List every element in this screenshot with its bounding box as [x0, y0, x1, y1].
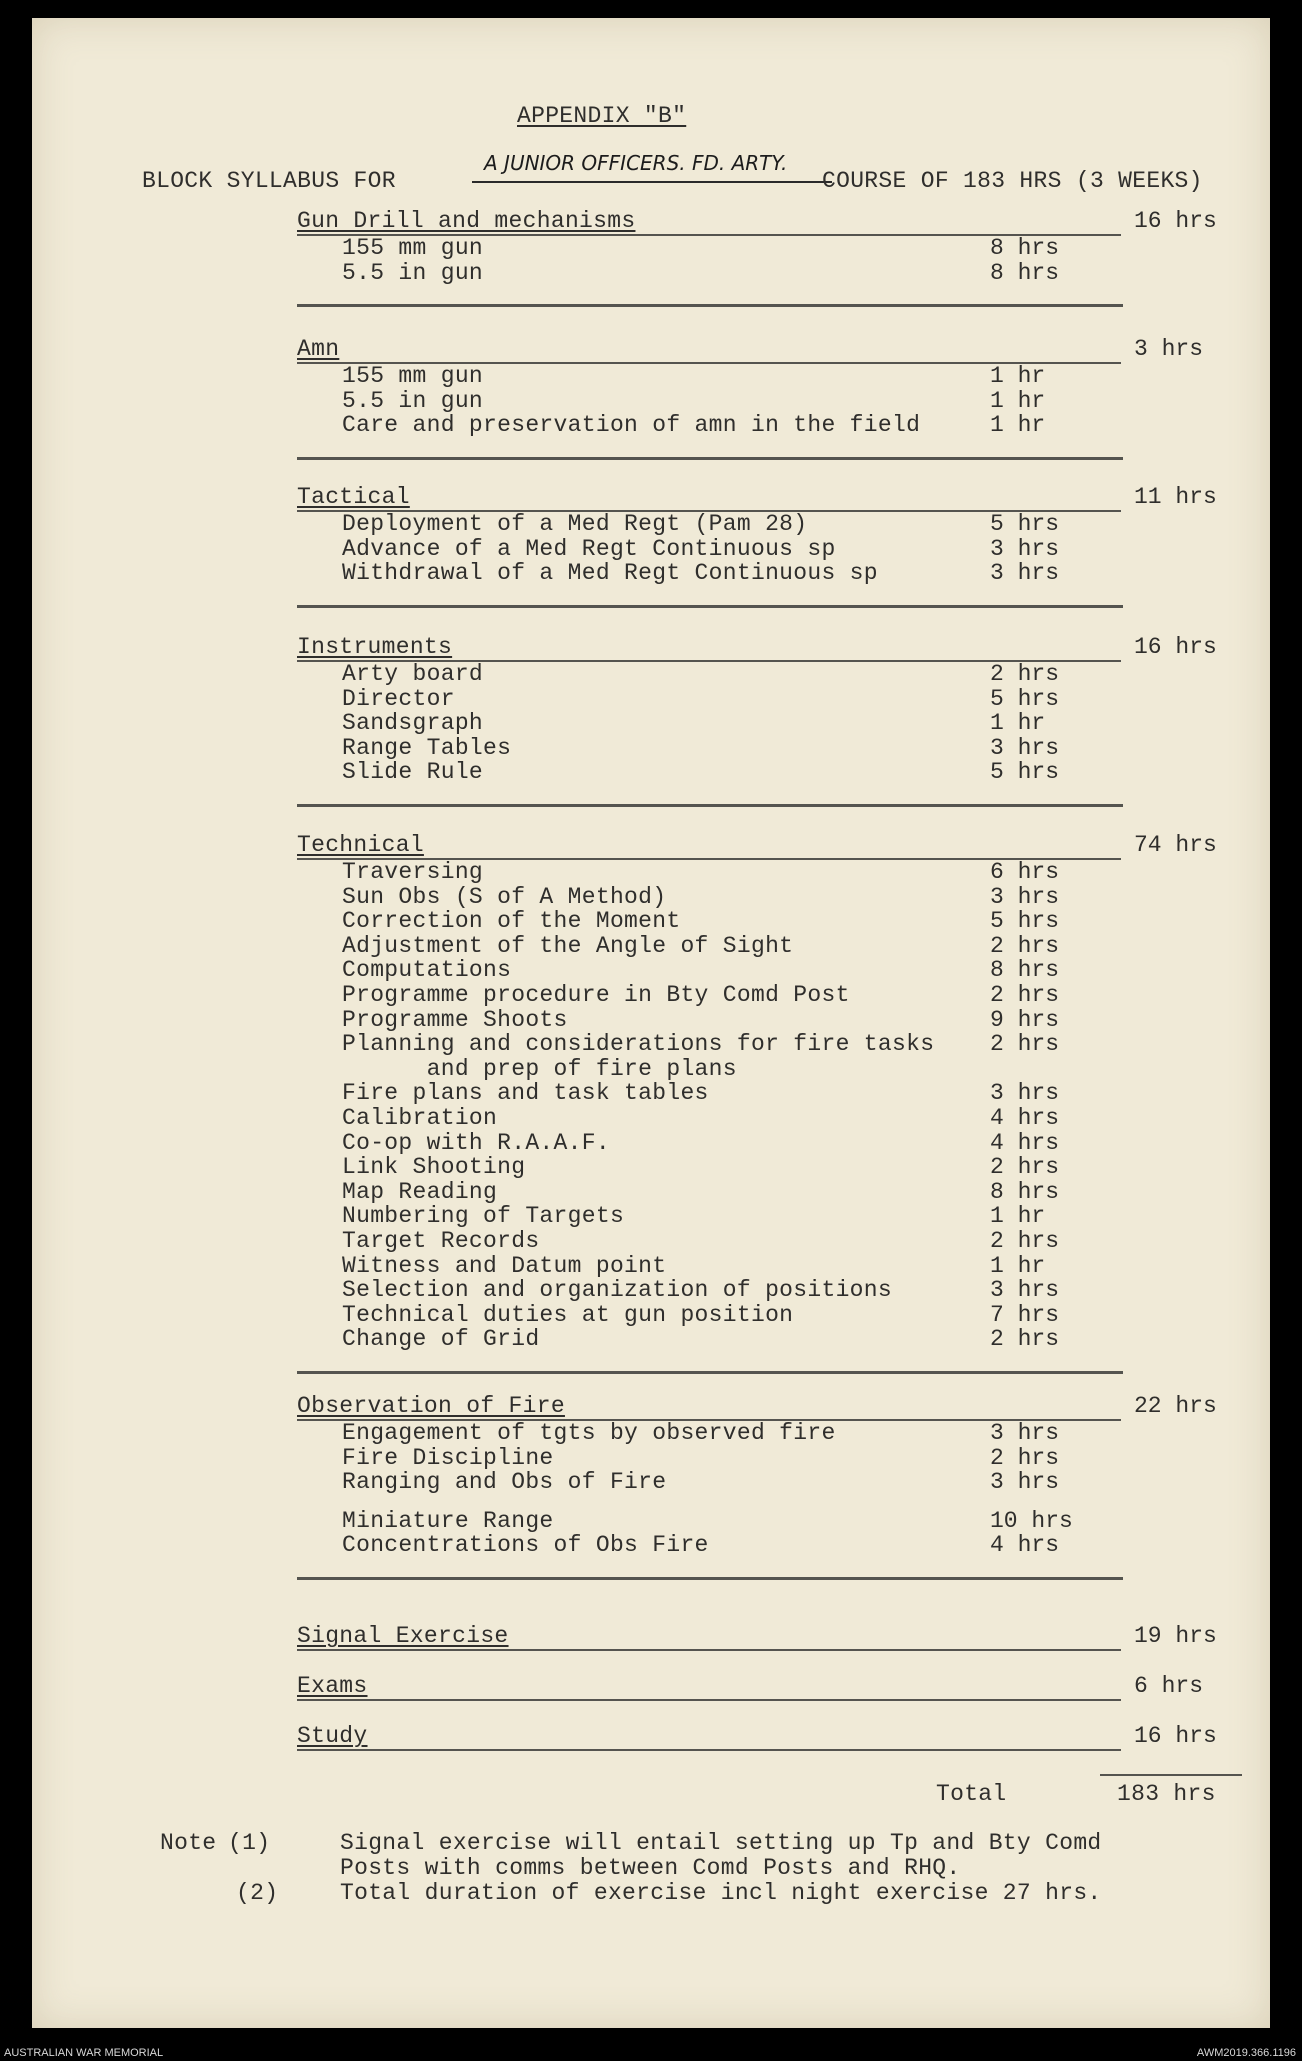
item-label: Programme Shoots	[342, 1006, 568, 1033]
section-divider	[297, 1371, 1123, 1374]
item-label: and prep of fire plans	[342, 1055, 737, 1082]
section-underline	[297, 1649, 1121, 1651]
section-total: 22 hrs	[1134, 1393, 1217, 1419]
item-label: Sandsgraph	[342, 710, 484, 737]
item-hours: 2 hrs	[990, 1444, 1060, 1471]
total-label: Total	[936, 1781, 1007, 1807]
strikethrough-line	[472, 181, 832, 183]
section-total: 11 hrs	[1134, 484, 1217, 510]
footer-left: AUSTRALIAN WAR MEMORIAL	[4, 2047, 164, 2059]
item-label: Calibration	[342, 1105, 498, 1131]
item-hours: 1 hr	[990, 363, 1046, 389]
item-hours: 4 hrs	[990, 1105, 1060, 1131]
item-hours: 5 hrs	[990, 759, 1060, 786]
item-label: Fire plans and task tables	[342, 1080, 709, 1107]
item-label: Traversing	[342, 859, 484, 885]
item-hours: 3 hrs	[990, 560, 1060, 587]
item-label: Technical duties at gun position	[342, 1301, 794, 1328]
item-label: 5.5 in gun	[342, 387, 484, 414]
note-2-number: (2)	[236, 1880, 279, 1906]
item-label: Target Records	[342, 1228, 540, 1254]
item-label: Computations	[342, 957, 512, 984]
item-hours: 10 hrs	[990, 1507, 1073, 1534]
item-label: Deployment of a Med Regt (Pam 28)	[342, 511, 808, 537]
section-total: 3 hrs	[1134, 336, 1204, 362]
section-underline	[297, 1749, 1121, 1751]
item-hours: 3 hrs	[990, 1080, 1060, 1107]
item-label: Range Tables	[342, 734, 512, 761]
item-label: Arty board	[342, 661, 484, 687]
item-label: Link Shooting	[342, 1154, 526, 1181]
item-label: Change of Grid	[342, 1326, 540, 1353]
section-divider	[297, 457, 1123, 460]
document-page	[32, 18, 1270, 2028]
section-heading: Exams	[297, 1673, 368, 1699]
item-hours: 1 hr	[990, 710, 1046, 737]
footer-right: AWM2019.366.1196	[1196, 2047, 1296, 2059]
item-hours: 2 hrs	[990, 1031, 1060, 1058]
item-label: Programme procedure in Bty Comd Post	[342, 982, 850, 1008]
item-hours: 8 hrs	[990, 957, 1060, 984]
item-label: Director	[342, 685, 455, 712]
item-hours: 7 hrs	[990, 1301, 1060, 1328]
item-label: Co-op with R.A.A.F.	[342, 1129, 610, 1156]
section-total: 16 hrs	[1134, 208, 1217, 234]
note-2-line-1: Total duration of exercise incl night exercise 27 hrs.	[340, 1880, 1102, 1906]
section-heading: Study	[297, 1723, 368, 1749]
section-total: 16 hrs	[1134, 1723, 1217, 1749]
item-hours: 1 hr	[990, 412, 1046, 439]
item-label: Withdrawal of a Med Regt Continuous sp	[342, 560, 878, 587]
section-heading: Signal Exercise	[297, 1623, 509, 1649]
item-hours: 1 hr	[990, 1203, 1046, 1230]
item-hours: 8 hrs	[990, 1178, 1060, 1205]
item-hours: 6 hrs	[990, 859, 1060, 885]
item-hours: 8 hrs	[990, 259, 1060, 286]
item-hours: 4 hrs	[990, 1532, 1060, 1559]
item-hours: 2 hrs	[990, 661, 1060, 687]
item-hours: 2 hrs	[990, 1326, 1060, 1353]
total-rule	[1100, 1774, 1242, 1776]
appendix-title: APPENDIX "B"	[517, 103, 687, 129]
item-hours: 4 hrs	[990, 1129, 1060, 1156]
item-hours: 3 hrs	[990, 883, 1060, 910]
block-title-left: BLOCK SYLLABUS FOR	[142, 168, 396, 194]
note-1-number: (1)	[228, 1830, 271, 1856]
item-label: Witness and Datum point	[342, 1252, 667, 1279]
item-hours: 3 hrs	[990, 1420, 1060, 1446]
section-total: 16 hrs	[1134, 634, 1217, 660]
item-hours: 1 hr	[990, 1252, 1046, 1279]
item-hours: 3 hrs	[990, 734, 1060, 761]
item-hours: 5 hrs	[990, 908, 1060, 935]
item-label: Selection and organization of positions	[342, 1277, 892, 1304]
section-heading: Instruments	[297, 634, 453, 660]
item-hours: 9 hrs	[990, 1006, 1060, 1033]
item-hours: 3 hrs	[990, 535, 1060, 562]
item-label: 155 mm gun	[342, 363, 484, 389]
section-underline	[297, 1699, 1121, 1701]
item-label: Slide Rule	[342, 759, 484, 786]
handwritten-insert: A JUNIOR OFFICERS. FD. ARTY.	[484, 151, 788, 175]
total-value: 183 hrs	[1117, 1781, 1216, 1807]
section-heading: Tactical	[297, 484, 410, 510]
note-1-line-1: Signal exercise will entail setting up Tp and Bty Comd	[340, 1830, 1102, 1856]
item-label: 155 mm gun	[342, 235, 484, 261]
item-label: Adjustment of the Angle of Sight	[342, 932, 794, 959]
block-title-right: COURSE OF 183 HRS (3 WEEKS)	[822, 168, 1203, 194]
item-hours: 2 hrs	[990, 932, 1060, 959]
item-label: Planning and considerations for fire tasks	[342, 1031, 935, 1058]
item-label: Correction of the Moment	[342, 908, 681, 935]
item-label: Miniature Range	[342, 1507, 554, 1534]
item-hours: 8 hrs	[990, 235, 1060, 261]
section-heading: Observation of Fire	[297, 1393, 565, 1419]
item-hours: 5 hrs	[990, 511, 1060, 537]
item-hours: 2 hrs	[990, 1154, 1060, 1181]
section-divider	[297, 605, 1123, 608]
item-hours: 3 hrs	[990, 1277, 1060, 1304]
item-hours: 5 hrs	[990, 685, 1060, 712]
item-label: Fire Discipline	[342, 1444, 554, 1471]
section-divider	[297, 304, 1123, 307]
item-label: Map Reading	[342, 1178, 498, 1205]
section-divider	[297, 804, 1123, 807]
item-label: Numbering of Targets	[342, 1203, 625, 1230]
section-heading: Gun Drill and mechanisms	[297, 208, 636, 234]
section-heading: Amn	[297, 336, 340, 362]
item-label: Concentrations of Obs Fire	[342, 1532, 709, 1559]
item-label: Engagement of tgts by observed fire	[342, 1420, 836, 1446]
item-hours: 2 hrs	[990, 982, 1060, 1008]
item-label: Advance of a Med Regt Continuous sp	[342, 535, 836, 562]
section-divider	[297, 1577, 1123, 1580]
section-heading: Technical	[297, 832, 424, 858]
item-label: Ranging and Obs of Fire	[342, 1469, 667, 1496]
section-total: 74 hrs	[1134, 832, 1217, 858]
note-label: Note	[160, 1830, 217, 1856]
section-total: 6 hrs	[1134, 1673, 1204, 1699]
item-hours: 3 hrs	[990, 1469, 1060, 1496]
item-label: Sun Obs (S of A Method)	[342, 883, 667, 910]
item-hours: 2 hrs	[990, 1228, 1060, 1254]
note-1-line-2: Posts with comms between Comd Posts and RHQ.	[340, 1855, 961, 1881]
item-label: Care and preservation of amn in the field	[342, 412, 921, 439]
item-hours: 1 hr	[990, 387, 1046, 414]
item-label: 5.5 in gun	[342, 259, 484, 286]
section-total: 19 hrs	[1134, 1623, 1217, 1649]
